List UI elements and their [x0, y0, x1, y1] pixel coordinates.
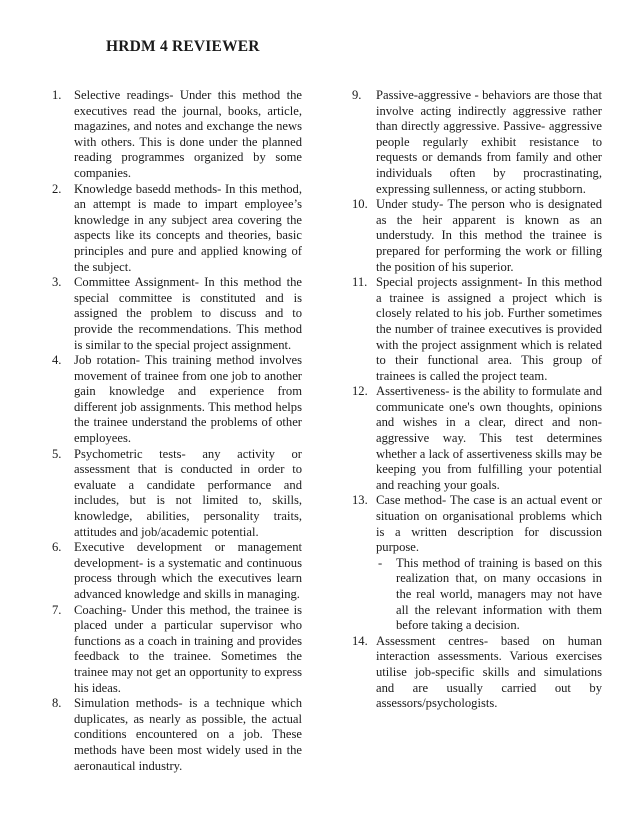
list-item — [352, 384, 602, 493]
item-text: Special projects assignment- In this method a trainee is assigned a project which is closely related to his job. Further sometimes the number of trainee executives is provided with the project assignment which is related to their functional area. This group of trainees is called the project team. — [376, 275, 602, 383]
item-number: 2. — [52, 181, 62, 196]
item-text: Passive-aggressive - behaviors are those that involve acting indirectly aggressive rather than directly aggressive. Passive- aggressive people regularly exhibit resistance to requests or demands from family and other individuals often by procrastinating, expressing sullenness, or acting stubborn. — [376, 88, 602, 196]
item-number: 9. — [352, 88, 362, 102]
item-number: 14. — [352, 633, 368, 648]
item-number: 1. — [52, 88, 62, 102]
list-item — [50, 275, 302, 353]
item-text: Under study- The person who is designated as the heir apparent is known as an understudy. In this method the trainee is prepared for performing the work or filling the position of his superior. — [376, 197, 602, 274]
right-column — [352, 88, 602, 712]
item-text: Committee Assignment- In this method the special committee is constituted and is assigned the problem to discuss and to provide the recommendations. This method is similar to the special project assignment. — [74, 275, 302, 352]
item-text: Assertiveness- is the ability to formulate and communicate one's own thoughts, opinions and wishes in a clear, direct and non-aggressive way. This test determines whether a lack of assertiveness skills may be keeping you from fulfilling your potential and reaching your goals. — [376, 384, 602, 492]
left-column — [50, 88, 302, 774]
item-number: 10. — [352, 197, 368, 212]
list-item — [50, 540, 302, 602]
sub-item-marker: - — [378, 555, 383, 570]
list-item — [50, 603, 302, 697]
item-number: 4. — [52, 353, 62, 368]
item-number: 8. — [52, 696, 62, 711]
item-text: Simulation methods- is a technique which duplicates, as nearly as possible, the actual conditions encountered on a job. These methods have been most widely used in the aeronautical industry. — [74, 696, 302, 773]
item-text: Assessment centres- based on human interaction assessments. Various exercises utilise job-specific skills and simulations and are usually carried out by assessors/psychologists. — [376, 633, 602, 711]
list-item — [50, 353, 302, 447]
item-number: 12. — [352, 384, 368, 399]
item-text: Psychometric tests- any activity or assessment that is conducted in order to evaluate a candidate performance and includes, but is not limited to, skills, knowledge, abilities, personality traits, attitudes and job/academic potential. — [74, 446, 302, 539]
item-number: 7. — [52, 602, 62, 617]
sub-item-text: This method of training is based on this realization that, on many occasions in the real world, managers may not have all the relevant information with them before taking a decision. — [396, 555, 602, 633]
list-item — [352, 88, 602, 197]
item-text: Case method- The case is an actual event or situation on organisational problems which is a written description for discussion purpose. — [376, 493, 602, 555]
item-text: Coaching- Under this method, the trainee is placed under a particular supervisor who functions as a coach in training and provides feedback to the trainee. Sometimes the trainee may not get an opportunity to express his ideas. — [74, 602, 302, 695]
item-number: 6. — [52, 540, 62, 555]
list-item — [352, 634, 602, 712]
page-title: HRDM 4 REVIEWER — [106, 38, 260, 55]
item-text: Selective readings- Under this method the executives read the journal, books, article, magazines, and notes and exchange the news with others. This is done under the planned reading programmes organized by some companies. — [74, 88, 302, 180]
item-text: Knowledge basedd methods- In this method, an attempt is made to impart employee’s knowledge in any subject area covering the aspects like its concepts and theories, basic principles and pure and applied knowing of the subject. — [74, 181, 302, 274]
list-item — [50, 447, 302, 541]
sub-list-item — [376, 556, 602, 634]
item-number: 3. — [52, 275, 62, 290]
list-item — [50, 696, 302, 774]
list-item — [50, 182, 302, 276]
list-item — [352, 493, 602, 633]
item-text: Job rotation- This training method involves movement of trainee from one job to another gain knowledge and experience from different job assignments. This method helps the trainee understand the problems of other employees. — [74, 353, 302, 446]
list-item — [352, 275, 602, 384]
item-text: Executive development or management development- is a systematic and continuous process through which the executives learn advanced knowledge and skills in managing. — [74, 540, 302, 601]
item-number: 5. — [52, 446, 62, 461]
list-item — [50, 88, 302, 182]
list-item — [352, 197, 602, 275]
item-number: 13. — [352, 493, 368, 508]
item-number: 11. — [352, 275, 368, 290]
